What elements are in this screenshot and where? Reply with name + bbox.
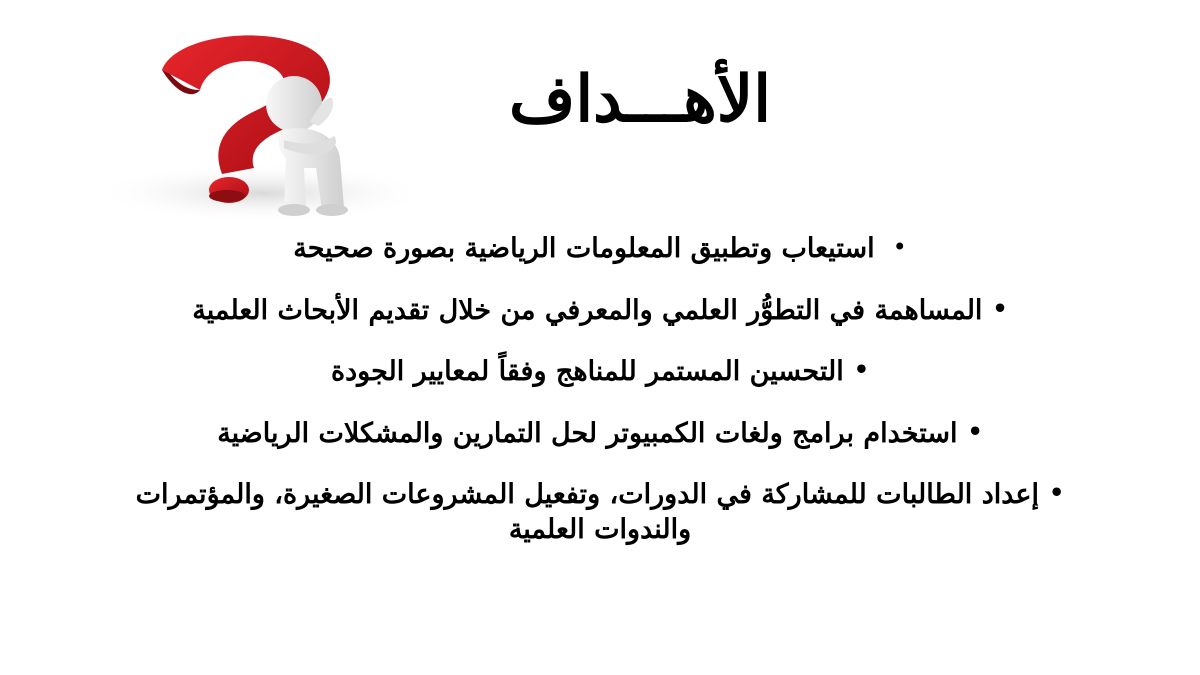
objectives-list bbox=[90, 232, 1110, 574]
bullet-icon: • bbox=[1049, 478, 1065, 508]
objective-text: المساهمة في التطوُّر العلمي والمعرفي من خلال تقديم الأبحاث العلمية bbox=[192, 294, 983, 326]
bullet-icon: • bbox=[892, 233, 907, 261]
objective-item bbox=[90, 478, 1110, 547]
objective-item bbox=[90, 417, 1110, 452]
objective-item bbox=[90, 294, 1110, 329]
bullet-icon: • bbox=[967, 416, 983, 446]
objective-text: استخدام برامج ولغات الكمبيوتر لحل التمارين والمشكلات الرياضية bbox=[217, 417, 958, 449]
objective-text: استيعاب وتطبيق المعلومات الرياضية بصورة صحيحة bbox=[293, 233, 875, 264]
objective-text: التحسين المستمر للمناهج وفقاً لمعايير الجودة bbox=[330, 356, 844, 388]
objective-item bbox=[90, 232, 1110, 267]
thinking-person-question-mark-icon bbox=[82, 18, 444, 224]
slide-title: الأهـــداف bbox=[509, 62, 771, 137]
bullet-icon: • bbox=[853, 355, 870, 385]
bullet-icon: • bbox=[992, 293, 1008, 323]
objective-text: إعداد الطالبات للمشاركة في الدورات، وتفعيل المشروعات الصغيرة، والمؤتمرات والندوات العلمية bbox=[135, 479, 1040, 545]
objective-item bbox=[90, 355, 1110, 390]
